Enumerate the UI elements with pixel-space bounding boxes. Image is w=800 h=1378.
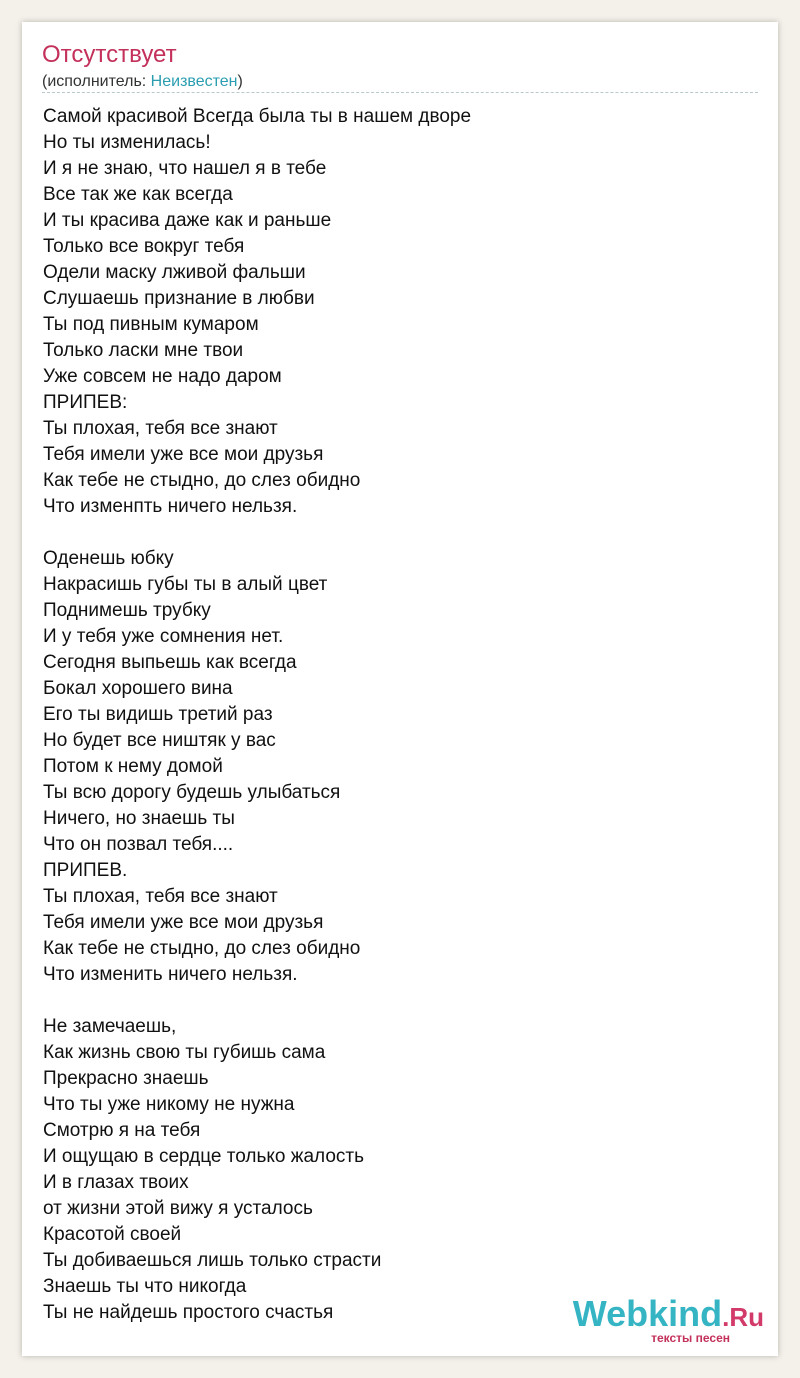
song-title: Отсутствует: [42, 41, 177, 68]
lyrics-line: Что он позвал тебя....: [43, 834, 234, 855]
lyrics-line: ПРИПЕВ:: [43, 392, 128, 413]
lyrics-line: Как тебе не стыдно, до слез обидно: [43, 470, 361, 491]
lyrics-line: Но ты изменилась!: [43, 132, 211, 153]
lyrics-line: И ты красива даже как и раньше: [43, 210, 332, 231]
logo-suffix: .Ru: [722, 1302, 764, 1332]
lyrics-line: Не замечаешь,: [43, 1016, 177, 1037]
lyrics-line: от жизни этой вижу я усталось: [43, 1198, 313, 1219]
lyrics-line: Смотрю я на тебя: [43, 1120, 201, 1141]
lyrics-blank-line: [43, 988, 743, 1014]
lyrics-line: Только все вокруг тебя: [43, 236, 245, 257]
lyrics-line: Уже совсем не надо даром: [43, 366, 282, 387]
lyrics-line: Ты добиваешься лишь только страсти: [43, 1250, 382, 1271]
lyrics-line: Бокал хорошего вина: [43, 678, 233, 699]
lyrics-line: Его ты видишь третий раз: [43, 704, 273, 725]
logo-main-text: Webkind: [572, 1293, 723, 1334]
artist-suffix: ): [237, 73, 243, 90]
lyrics-line: Знаешь ты что никогда: [43, 1276, 247, 1297]
lyrics-line: И я не знаю, что нашел я в тебе: [43, 158, 327, 179]
lyrics-line: И у тебя уже сомнения нет.: [43, 626, 284, 647]
lyrics-line: Что изменить ничего нельзя.: [43, 964, 298, 985]
title-divider: [42, 92, 758, 93]
lyrics-blank-line: [43, 520, 743, 546]
lyrics-line: Что ты уже никому не нужна: [43, 1094, 295, 1115]
lyrics-line: Прекрасно знаешь: [43, 1068, 209, 1089]
lyrics-body: [43, 104, 743, 1326]
lyrics-line: Красотой своей: [43, 1224, 182, 1245]
lyrics-line: Ты плохая, тебя все знают: [43, 418, 278, 439]
lyrics-line: Ничего, но знаешь ты: [43, 808, 235, 829]
logo-tagline: тексты песен: [651, 1331, 730, 1345]
lyrics-line: Оденешь юбку: [43, 548, 174, 569]
lyrics-line: Накрасишь губы ты в алый цвет: [43, 574, 328, 595]
lyrics-line: Слушаешь признание в любви: [43, 288, 315, 309]
artist-line: [42, 72, 243, 92]
lyrics-page: [22, 22, 778, 1356]
lyrics-line: Самой красивой Всегда была ты в нашем дворе: [43, 106, 472, 127]
artist-link[interactable]: Неизвестен: [150, 73, 238, 90]
lyrics-line: Потом к нему домой: [43, 756, 223, 777]
lyrics-line: Поднимешь трубку: [43, 600, 211, 621]
lyrics-line: Ты под пивным кумаром: [43, 314, 259, 335]
lyrics-line: Ты всю дорогу будешь улыбаться: [43, 782, 341, 803]
lyrics-line: Как тебе не стыдно, до слез обидно: [43, 938, 361, 959]
lyrics-line: ПРИПЕВ.: [43, 860, 128, 881]
lyrics-line: Все так же как всегда: [43, 184, 233, 205]
lyrics-line: Сегодня выпьешь как всегда: [43, 652, 297, 673]
lyrics-line: Ты плохая, тебя все знают: [43, 886, 278, 907]
lyrics-line: Как жизнь свою ты губишь сама: [43, 1042, 326, 1063]
webkind-logo[interactable]: [572, 1294, 772, 1346]
lyrics-line: Что изменпть ничего нельзя.: [43, 496, 298, 517]
artist-prefix: (исполнитель:: [42, 73, 151, 90]
lyrics-line: И ощущаю в сердце только жалость: [43, 1146, 364, 1167]
lyrics-line: Одели маску лживой фальши: [43, 262, 306, 283]
lyrics-line: Тебя имели уже все мои друзья: [43, 912, 324, 933]
lyrics-line: Тебя имели уже все мои друзья: [43, 444, 324, 465]
lyrics-line: Ты не найдешь простого счастья: [43, 1302, 334, 1323]
lyrics-line: Но будет все ништяк у вас: [43, 730, 276, 751]
lyrics-line: Только ласки мне твои: [43, 340, 244, 361]
lyrics-line: И в глазах твоих: [43, 1172, 189, 1193]
